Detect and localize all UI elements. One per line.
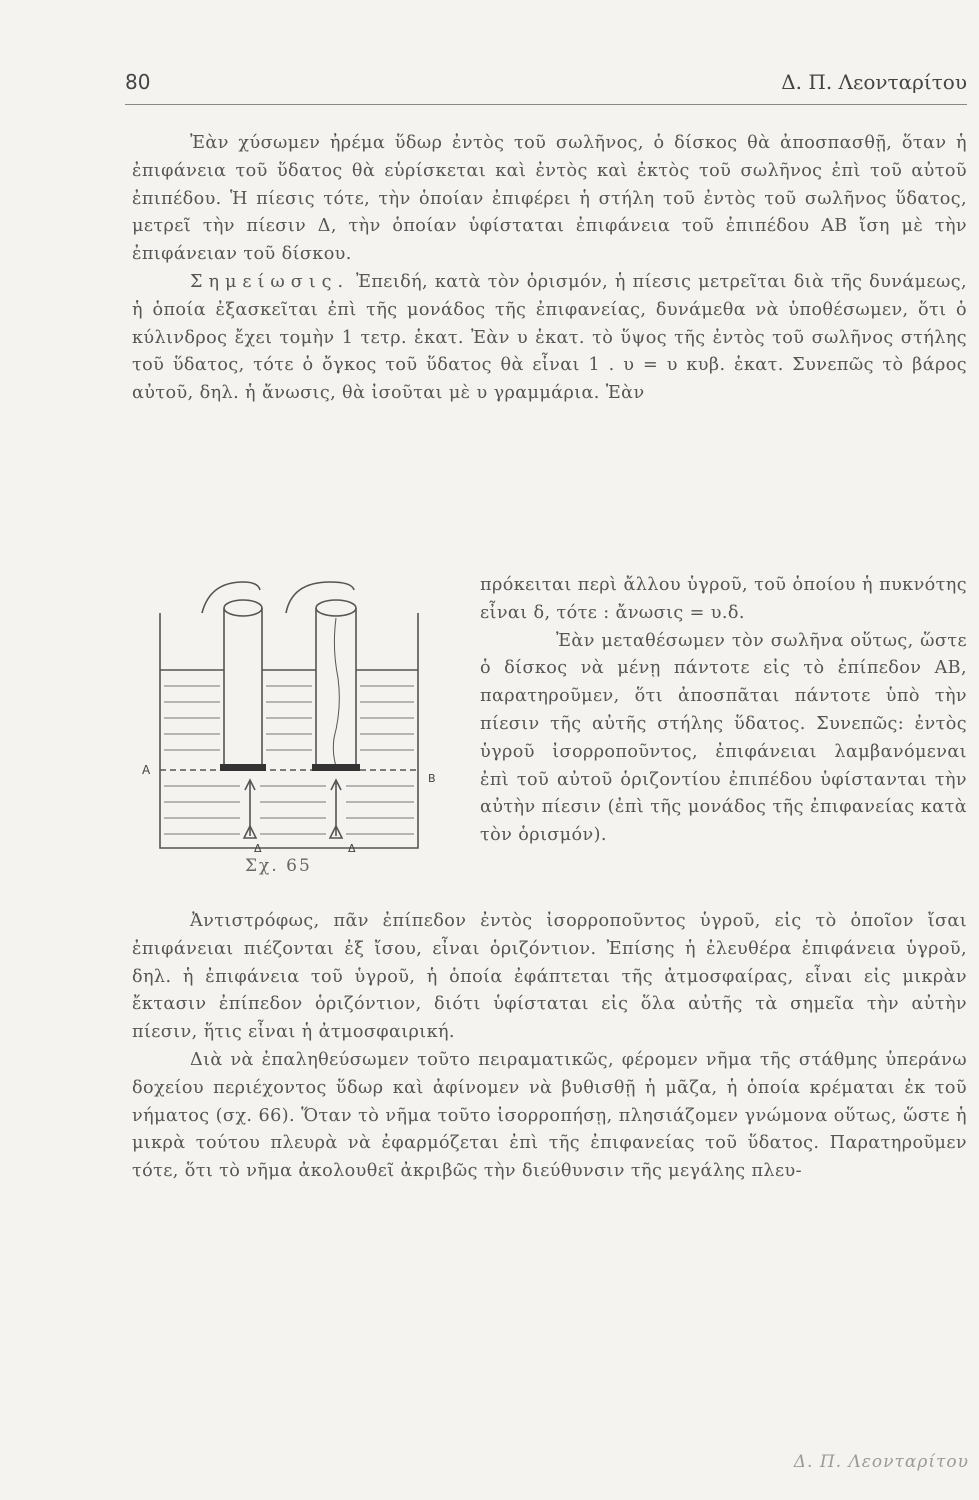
disc-left bbox=[220, 764, 266, 771]
figure-65 bbox=[140, 568, 460, 878]
label-delta-2: Δ bbox=[348, 842, 356, 855]
running-header-author: Δ. Π. Λεονταρίτου bbox=[781, 70, 967, 94]
figure-caption: Σχ. 65 bbox=[245, 856, 312, 876]
paragraph: Διὰ νὰ ἐπαληθεύσωμεν τοῦτο πειραματικῶς, φέρομεν νῆμα τῆς στάθμης ὑπεράνω δοχείου περιέχοντος ὕδωρ καὶ ἀφίνομεν νὰ βυθισθῇ ἡ μᾶζα, ἡ ὁποία κρέμαται ἐκ τοῦ νήματος (σχ. 66). Ὅταν τὸ νῆμα τοῦτο ἰσορροπήσῃ, πλησιάζομεν γνώμονα οὕτως, ὥστε ἡ μικρὰ τούτου πλευρὰ νὰ ἐφαρμόζεται ἐπὶ τῆς ἐπιφανείας τοῦ ὕδατος. Παρατηροῦμεν τότε, ὅτι τὸ νῆμα ἀκολουθεῖ ἀκριβῶς τὴν διεύθυνσιν τῆς μεγάλης πλευ- bbox=[132, 1049, 967, 1182]
paragraph: Ἐὰν μεταθέσωμεν τὸν σωλῆνα οὕτως, ὥστε ὁ δίσκος νὰ μένῃ πάντοτε εἰς τὸ ἐπίπεδον ΑΒ, παρατηροῦμεν, ὅτι ἀποσπᾶται πάντοτε ὑπὸ τὴν πίεσιν τῆς αὐτῆς στήλης ὕδατος. Συνεπῶς: ἐντὸς ὑγροῦ ἰσορροποῦντος, ἐπιφάνειαι λαμβανόμεναι ἐπὶ τοῦ αὐτοῦ ὁριζοντίου ἐπιπέδου ὑφίστανται τὴν αὐτὴν πίεσιν (ἐπὶ τῆς μονάδος τῆς ἐπιφανείας κατὰ τὸν ὁρισμόν). bbox=[480, 630, 967, 846]
vessel-outline bbox=[160, 613, 418, 848]
label-a: Α bbox=[142, 763, 151, 777]
page-number: 80 bbox=[125, 70, 151, 94]
disc-right bbox=[312, 764, 360, 771]
text-block-top bbox=[132, 130, 967, 408]
note-paragraph bbox=[132, 269, 967, 408]
label-b: Β bbox=[428, 772, 436, 785]
paragraph: Ἀντιστρόφως, πᾶν ἐπίπεδον ἐντὸς ἰσορροποῦντος ὑγροῦ, εἰς τὸ ὁποῖον ἴσαι ἐπιφάνειαι πιέζονται ἐξ ἴσου, εἶναι ὁριζόντιον. Ἐπίσης ἡ ἐλευθέρα ἐπιφάνεια ὑγροῦ, δηλ. ἡ ἐπιφάνεια τοῦ ὑγροῦ, ἡ ὁποία ἐφάπτεται τῆς ἀτμοσφαίρας, εἶναι εἰς μικρὰν ἔκτασιν ἐπίπεδον ὁριζόντιον, διότι ὑφίσταται εἰς ὅλα αὐτῆς τὰ σημεῖα τὴν αὐτὴν πίεσιν, ἥτις εἶναι ἡ ἀτμοσφαιρική. bbox=[132, 911, 967, 1043]
note-text: Ἐπειδή, κατὰ τὸν ὁρισμόν, ἡ πίεσις μετρεῖται διὰ τῆς δυνάμεως, ἡ ὁποία ἐξασκεῖται ἐπὶ τῆς μονάδος τῆς ἐπιφανείας, δυνάμεθα νὰ ὑποθέσωμεν, ὅτι ὁ κύλινδρος ἔχει τομὴν 1 τετρ. ἑκατ. Ἐὰν υ ἑκατ. τὸ ὕψος τῆς ἐντὸς τοῦ σωλῆνος στήλης τοῦ ὕδατος, τότε ὁ ὄγκος τοῦ ὕδατος θὰ εἶναι 1 . υ = υ κυβ. ἑκατ. Συνεπῶς τὸ βάρος αὐτοῦ, δηλ. ἡ ἄνωσις, θὰ ἰσοῦται μὲ υ γραμμάρια. Ἐὰν bbox=[132, 271, 967, 404]
vessel-diagram bbox=[140, 568, 460, 858]
label-delta-1: Δ bbox=[254, 842, 262, 855]
footer-author-stamp: Δ. Π. Λεονταρίτου bbox=[793, 1452, 969, 1472]
text-block-wrapped bbox=[480, 572, 967, 850]
header-rule bbox=[125, 104, 967, 105]
paragraph: πρόκειται περὶ ἄλλου ὑγροῦ, τοῦ ὁποίου ἡ πυκνότης εἶναι δ, τότε : ἄνωσις = υ.δ. bbox=[480, 575, 967, 623]
text-block-bottom bbox=[132, 908, 967, 1186]
note-label: Σημείωσις. bbox=[190, 271, 350, 292]
paragraph: Ἐὰν χύσωμεν ἠρέμα ὕδωρ ἐντὸς τοῦ σωλῆνος, ὁ δίσκος θὰ ἀποσπασθῇ, ὅταν ἡ ἐπιφάνεια τοῦ ὕδατος θὰ εὑρίσκεται καὶ ἐντὸς καὶ ἐκτὸς τοῦ σωλῆνος ἐπὶ τοῦ αὐτοῦ ἐπιπέδου. Ἡ πίεσις τότε, τὴν ὁποίαν ἐπιφέρει ἡ στήλη τοῦ ἐντὸς τοῦ σωλῆνος ὕδατος, μετρεῖ τὴν πίεσιν Δ, τὴν ὁποίαν ὑφίσταται ἐπιφάνεια τοῦ ἐπιπέδου ΑΒ ἴση μὲ τὴν ἐπιφάνειαν τοῦ δίσκου. bbox=[132, 133, 967, 265]
